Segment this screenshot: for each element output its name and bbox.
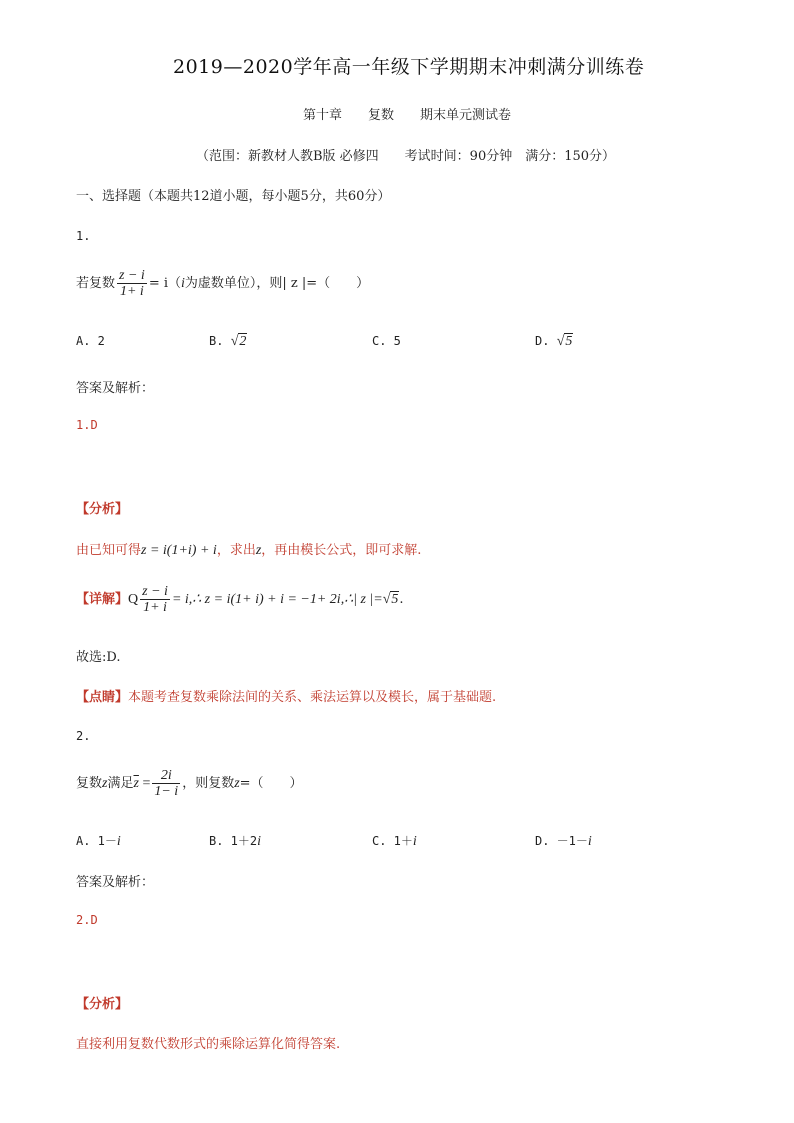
- option-d-label: D.: [535, 334, 550, 348]
- analysis-formula: z = i(1+i) + i: [141, 543, 217, 558]
- stem-mid: = i（: [148, 276, 181, 291]
- question-number: 1.: [76, 229, 91, 243]
- fraction-numerator: 2i: [152, 768, 180, 784]
- question-number: 2.: [76, 729, 91, 743]
- analysis-text-c: ，再由模长公式，即可求解.: [261, 543, 422, 558]
- page-subtitle: 第十章 复数 期末单元测试卷: [303, 108, 512, 123]
- answer: 1.D: [76, 418, 98, 432]
- choose-answer: 故选:D.: [76, 650, 121, 665]
- detail-formula: = i,∴ z = i(1+ i) + i = −1+ 2i,∴| z |=: [171, 592, 383, 607]
- option-a: A. 2: [76, 334, 105, 348]
- stem-suffix: 为虚数单位），则| z |=（ ）: [184, 276, 370, 291]
- conjugate-z: $\overline{z}$: [133, 776, 139, 791]
- option-d: [535, 334, 573, 350]
- option-b: [209, 334, 247, 350]
- answer-label: 答案及解析：: [76, 381, 155, 396]
- option-d-label: D. －1－: [535, 834, 588, 848]
- imaginary-unit: i: [257, 834, 262, 849]
- radicand: 2: [239, 334, 247, 349]
- sqrt-symbol: √2: [230, 334, 247, 349]
- exam-range: （范围：新教材人教B版 必修四 考试时间：90分钟 满分：150分）: [196, 149, 616, 164]
- variable-z: z: [234, 776, 240, 791]
- option-b-label: B.: [209, 334, 224, 348]
- fraction: [140, 584, 170, 615]
- stem-prefix: 若复数: [76, 276, 116, 291]
- fraction: [117, 268, 147, 299]
- analysis-text-b: ，求出: [216, 543, 256, 558]
- radicand: 5: [391, 592, 399, 607]
- comment-tag: 【点睛】: [76, 690, 129, 705]
- fraction-numerator: z − i: [119, 268, 145, 283]
- detail-q: Q: [128, 592, 139, 607]
- analysis-z: z: [255, 543, 262, 558]
- fraction: [152, 768, 180, 799]
- stem-mid: 满足: [107, 776, 134, 791]
- option-b: [209, 832, 261, 850]
- option-b-label: B. 1＋2: [209, 834, 258, 848]
- analysis-text: [76, 539, 421, 559]
- fraction-denominator: 1− i: [154, 784, 179, 799]
- analysis-tag: 【分析】: [76, 502, 129, 517]
- equals-sign: =: [138, 776, 151, 791]
- analysis-tag: 【分析】: [76, 997, 129, 1012]
- detail-end: .: [399, 592, 404, 607]
- comment-text: 本题考查复数乘除法间的关系、乘法运算以及模长，属于基础题.: [128, 690, 497, 705]
- option-c-label: C. 1＋: [372, 834, 413, 848]
- detail-line: [76, 584, 404, 615]
- radicand: 5: [565, 334, 573, 349]
- sqrt-symbol: √5: [382, 592, 399, 607]
- fraction-denominator: 1+ i: [143, 600, 167, 615]
- imaginary-unit: i: [412, 834, 417, 849]
- question-stem: [76, 768, 303, 799]
- stem-end: =（ ）: [239, 776, 303, 791]
- variable-z: z: [102, 776, 108, 791]
- option-c: C. 5: [372, 334, 401, 348]
- option-a-label: A. 1－: [76, 834, 117, 848]
- stem-prefix: 复数: [76, 776, 103, 791]
- analysis-text-a: 由已知可得: [76, 543, 142, 558]
- detail-tag: 【详解】: [76, 592, 129, 607]
- imaginary-unit: i: [587, 834, 592, 849]
- section-heading: 一、选择题（本题共12道小题，每小题5分，共60分）: [76, 189, 391, 204]
- page-title: 2019—2020学年高一年级下学期期末冲刺满分训练卷: [173, 56, 645, 78]
- option-c: [372, 832, 417, 850]
- answer: 2.D: [76, 913, 98, 927]
- option-a: [76, 832, 121, 850]
- imaginary-unit: i: [181, 276, 185, 291]
- option-d: [535, 832, 592, 850]
- fraction-denominator: 1+ i: [119, 284, 144, 299]
- sqrt-symbol: √5: [556, 334, 573, 349]
- question-stem: [76, 268, 369, 299]
- answer-label: 答案及解析：: [76, 875, 155, 890]
- stem-suffix: ，则复数: [182, 776, 235, 791]
- comment-line: [76, 686, 496, 705]
- analysis-text: 直接利用复数代数形式的乘除运算化简得答案.: [76, 1037, 341, 1052]
- imaginary-unit: i: [116, 834, 121, 849]
- fraction-numerator: z − i: [142, 584, 168, 599]
